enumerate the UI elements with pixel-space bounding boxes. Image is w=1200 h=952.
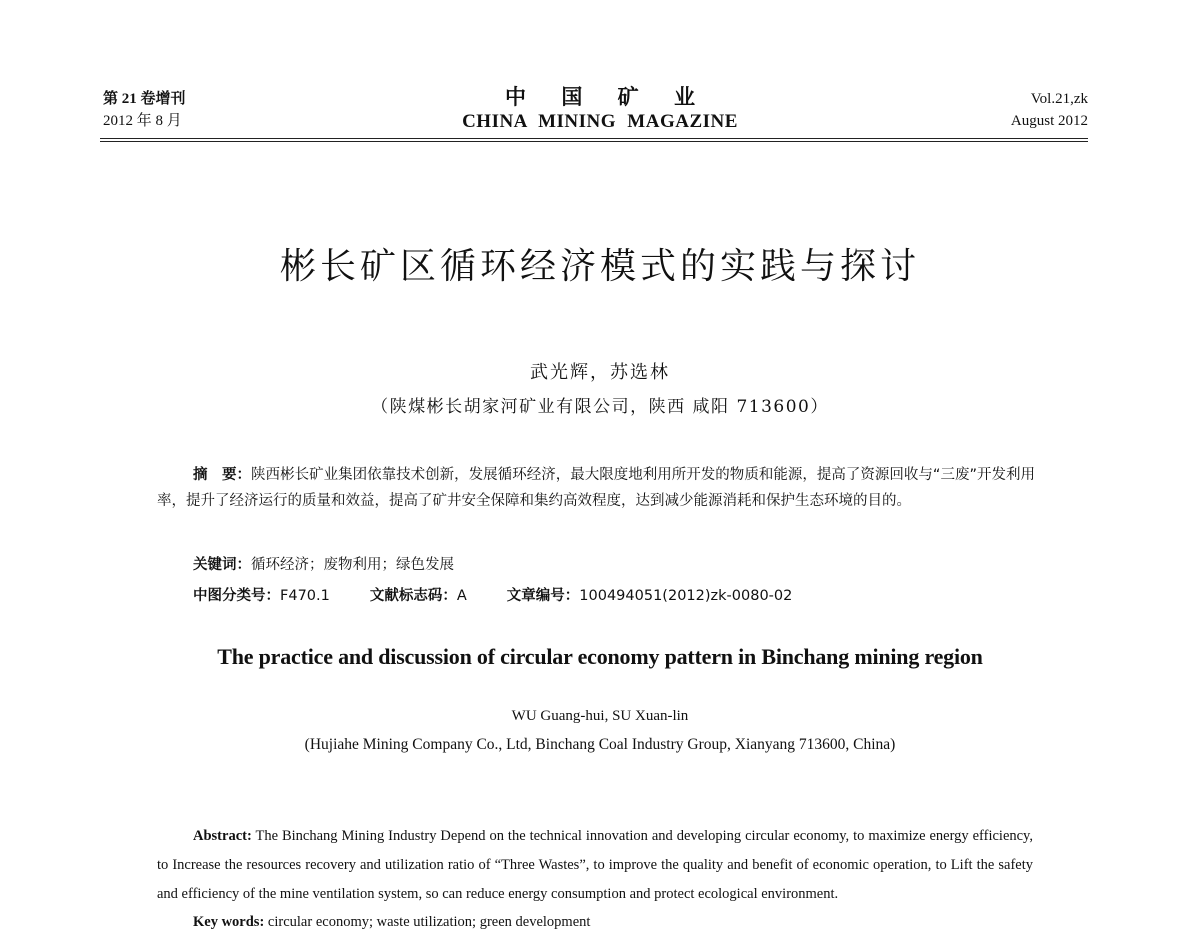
abstract-text-cn: 陕西彬长矿业集团依靠技术创新，发展循环经济，最大限度地利用所开发的物质和能源，提高了资源回收与“三废”开发利用率，提升了经济运行的质量和效益，提高了矿井安全保障和集约高效程度，达到减少能源消耗和保护生态环境的目的。 bbox=[157, 467, 1036, 509]
doc-code-value: A bbox=[456, 588, 467, 604]
authors-en: WU Guang-hui, SU Xuan-lin bbox=[511, 708, 689, 724]
doc-code-label: 文献标志码： bbox=[369, 588, 457, 604]
volume-cn: 第 21 卷增刊 bbox=[103, 91, 186, 107]
journal-title-cn: 中 国 矿 业 bbox=[505, 85, 709, 109]
abstract-label-en: Abstract: bbox=[193, 828, 252, 844]
journal-title-en: CHINA MINING MAGAZINE bbox=[462, 111, 738, 132]
keywords-text-en: circular economy; waste utilization; green development bbox=[264, 914, 591, 930]
header-volume-en bbox=[1011, 88, 1088, 132]
clc-value: F470.1 bbox=[280, 588, 330, 604]
keywords-label-en: Key words: bbox=[193, 914, 265, 930]
clc-label: 中图分类号： bbox=[193, 588, 280, 604]
authors-cn: 武光辉，苏选林 bbox=[530, 362, 670, 383]
abstract-cn bbox=[157, 462, 1035, 514]
classification-line bbox=[193, 584, 792, 605]
keywords-text-cn: 循环经济；废物利用；绿色发展 bbox=[251, 557, 454, 573]
affiliation-en: (Hujiahe Mining Company Co., Ltd, Binchang Coal Industry Group, Xianyang 713600, China) bbox=[304, 736, 896, 753]
abstract-en bbox=[157, 822, 1033, 909]
volume-en: Vol.21,zk bbox=[1030, 91, 1088, 107]
article-title-cn: 彬长矿区循环经济模式的实践与探讨 bbox=[279, 246, 920, 287]
date-cn: 2012 年 8 月 bbox=[103, 113, 182, 129]
header-rule-top bbox=[100, 138, 1088, 139]
keywords-label-cn: 关键词： bbox=[193, 557, 251, 573]
header-rule-bottom bbox=[100, 141, 1088, 142]
keywords-cn bbox=[193, 553, 454, 574]
affiliation-cn: （陕煤彬长胡家河矿业有限公司，陕西 咸阳 713600） bbox=[371, 397, 829, 417]
keywords-en bbox=[193, 914, 590, 931]
abstract-label-cn: 摘 要： bbox=[193, 467, 252, 483]
article-title-en: The practice and discussion of circular economy pattern in Binchang mining region bbox=[217, 644, 983, 669]
article-no-label: 文章编号： bbox=[506, 588, 580, 604]
abstract-text-en: The Binchang Mining Industry Depend on the technical innovation and developing circular economy, to maximize energy efficiency, to Increase the resources recovery and utilization ratio of “Three Wastes”, to improve the quality and benefit of economic operation, to Lift the safety and efficiency of the mine ventilation system, so can reduce energy consumption and protect ecological environment. bbox=[157, 828, 1033, 902]
article-no-value: 100494051(2012)zk-0080-02 bbox=[579, 588, 793, 604]
date-en: August 2012 bbox=[1010, 113, 1088, 129]
